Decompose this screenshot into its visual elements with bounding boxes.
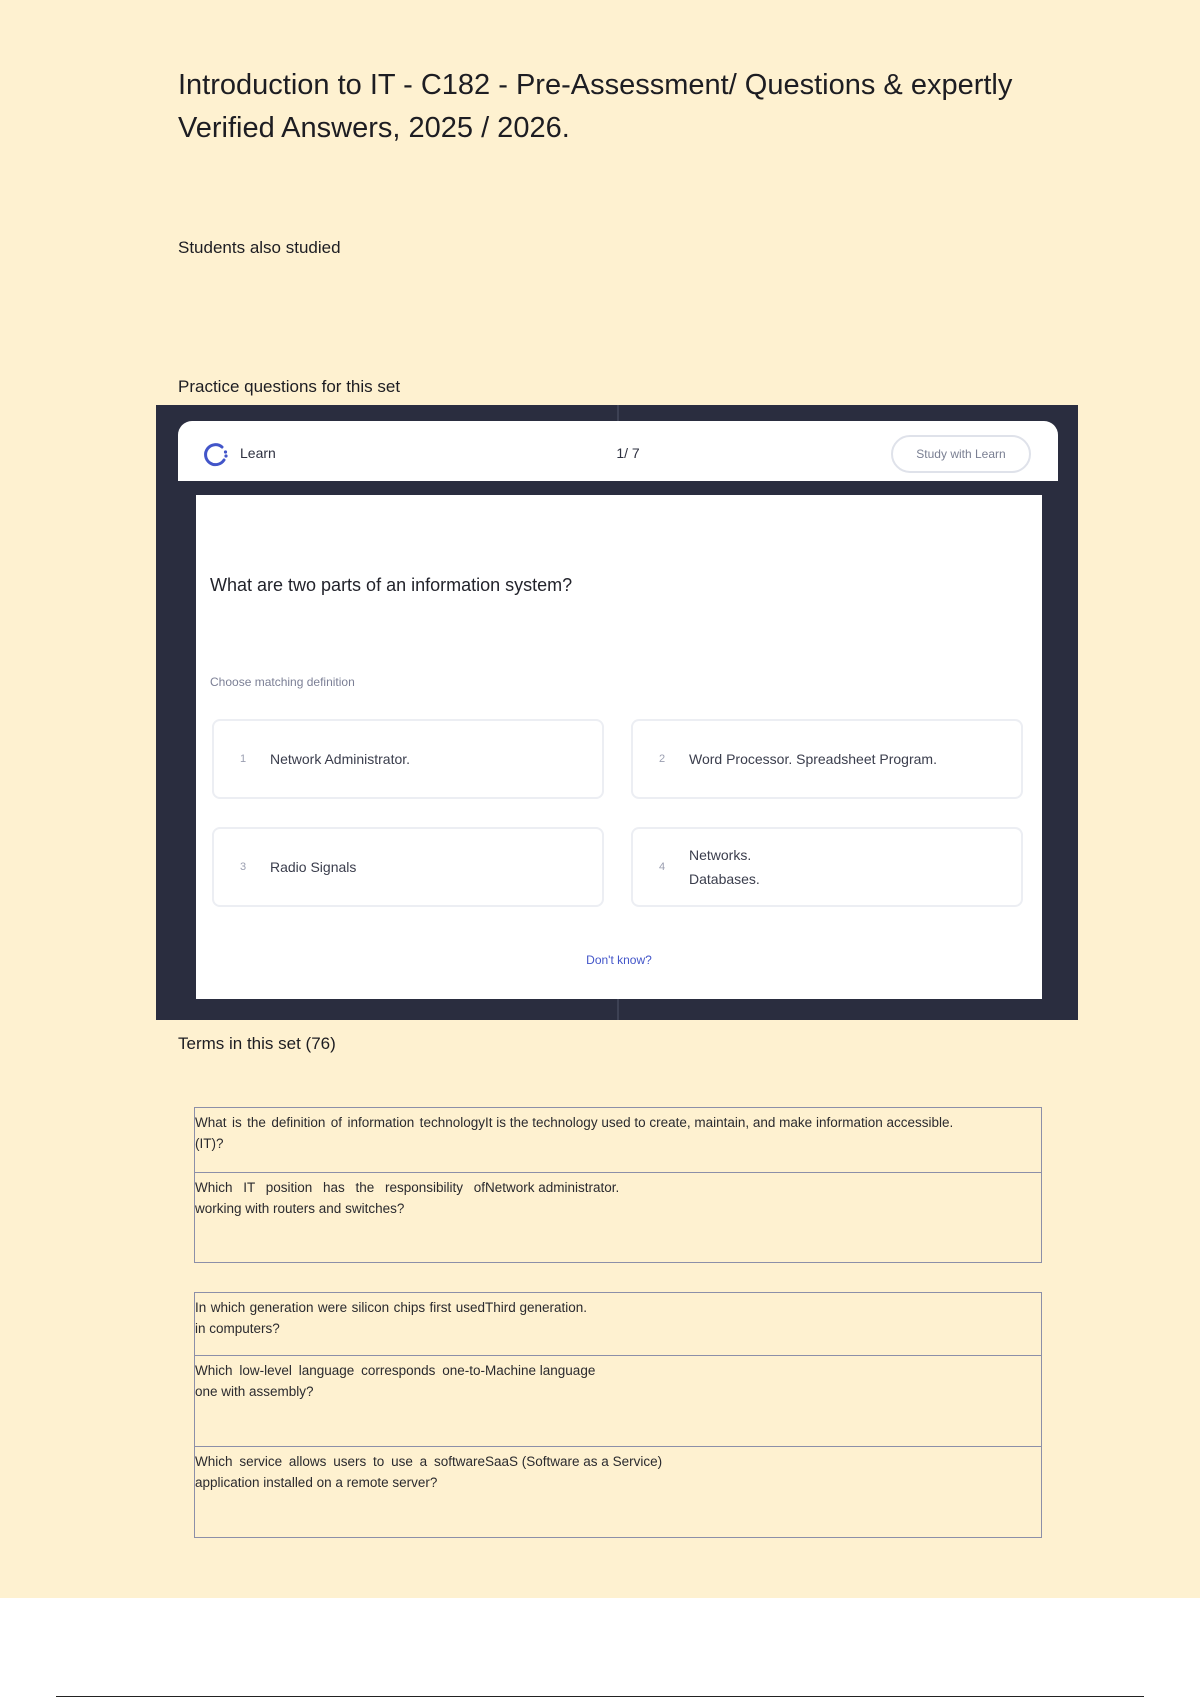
frame-divider	[617, 996, 619, 1020]
dont-know-link[interactable]: Don't know?	[586, 953, 652, 967]
terms-table	[194, 1107, 1042, 1263]
frame-divider	[617, 405, 619, 421]
term-cell: What is the definition of information technology (IT)?	[195, 1115, 485, 1151]
learn-mode-label: Learn	[240, 445, 276, 461]
term-cell: In which generation were silicon chips first used in computers?	[195, 1300, 485, 1336]
table-row	[195, 1173, 1042, 1263]
students-also-studied-heading: Students also studied	[178, 238, 341, 257]
answer-option-1[interactable]	[212, 719, 604, 799]
answer-option-4[interactable]	[631, 827, 1023, 907]
definition-cell	[485, 1108, 1042, 1173]
option-text: Networks. Databases.	[689, 847, 760, 887]
option-text: Word Processor. Spreadsheet Program.	[689, 751, 937, 767]
footer-rule	[56, 1696, 1144, 1697]
question-card	[196, 495, 1042, 999]
table-row	[195, 1447, 1042, 1538]
learn-logo-icon	[202, 441, 230, 469]
option-number: 2	[659, 753, 666, 765]
definition-text: It is the technology used to create, maintain, and make information accessible.	[485, 1115, 954, 1130]
document-title: Introduction to IT - C182 - Pre-Assessment/ Questions & expertly Verified Answers, 2025 / 2026.	[178, 69, 1013, 144]
instruction-text: Choose matching definition	[210, 675, 355, 689]
question-text: What are two parts of an information system?	[210, 575, 573, 595]
option-number: 4	[659, 861, 666, 873]
option-number: 1	[240, 753, 247, 765]
quiz-header	[178, 421, 1058, 481]
table-row	[195, 1293, 1042, 1356]
option-number: 3	[240, 861, 247, 873]
question-progress: 1/ 7	[616, 445, 640, 461]
option-text: Radio Signals	[270, 859, 357, 875]
terms-table	[194, 1292, 1042, 1538]
term-cell: Which low-level language corresponds one-to-one with assembly?	[195, 1363, 485, 1399]
table-row	[195, 1356, 1042, 1447]
definition-cell: Network administrator.	[485, 1180, 620, 1195]
answer-option-2[interactable]	[631, 719, 1023, 799]
definition-cell: Machine language	[485, 1363, 596, 1378]
term-cell: Which service allows users to use a software application installed on a remote server?	[195, 1454, 485, 1490]
term-cell: Which IT position has the responsibility of working with routers and switches?	[195, 1180, 485, 1216]
quiz-embed	[156, 405, 1078, 1020]
option-text: Network Administrator.	[270, 751, 411, 767]
definition-cell: Third generation.	[485, 1300, 588, 1315]
definition-cell: SaaS (Software as a Service)	[485, 1454, 663, 1469]
practice-questions-heading: Practice questions for this set	[178, 377, 401, 396]
table-row	[195, 1108, 1042, 1173]
study-with-learn-button[interactable]: Study with Learn	[891, 435, 1031, 473]
terms-heading: Terms in this set (76)	[178, 1034, 336, 1053]
answer-option-3[interactable]	[212, 827, 604, 907]
